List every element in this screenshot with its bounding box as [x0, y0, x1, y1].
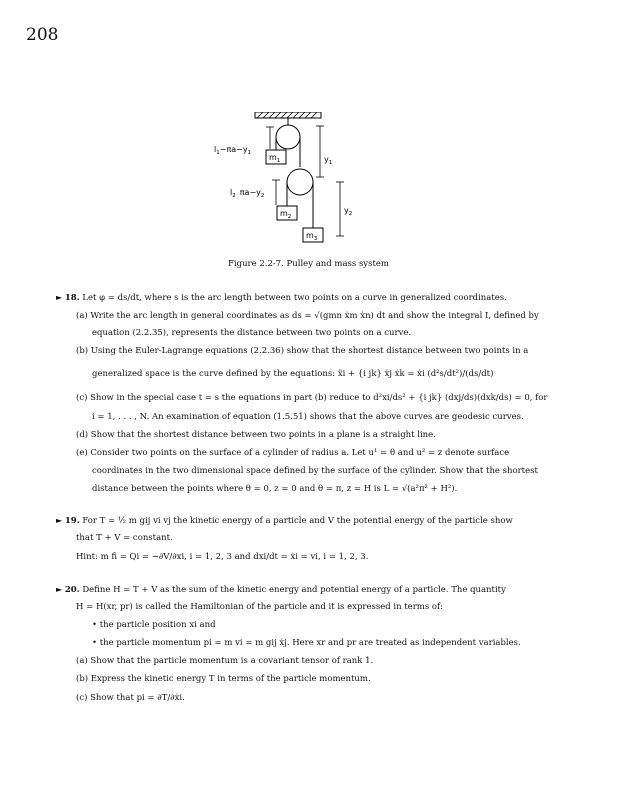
problem-line: (d) Show that the shortest distance between two points in a plane is a straight line.	[76, 430, 436, 440]
problem-20-heading: ► 20. Define H = T + V as the sum of the kinetic energy and potential energy of a particle. The quantity	[56, 585, 506, 595]
problem-line: generalized space is the curve defined by the equations: ẍi + {i jk} ẋj ẋk = ẋi (d²s/dt²)/(ds/dt)	[92, 369, 494, 379]
problem-line: equation (2.2.35), represents the distance between two points on a curve.	[92, 328, 412, 338]
problem-number: 18.	[64, 293, 80, 303]
problem-number: 20.	[64, 585, 80, 595]
label-l1-pia-y1: $l_1-\pi a-y_1$	[214, 145, 252, 156]
problem-line: that T + V = constant.	[76, 533, 173, 543]
problem-line: (e) Consider two points on the surface of a cylinder of radius a. Let u¹ = θ and u² = z denote surface	[76, 448, 510, 458]
pulley-diagram	[200, 112, 400, 252]
label-y2: $y_2$	[344, 206, 353, 217]
problem-hint: Hint: m fi = Qi = −∂V/∂xi, i = 1, 2, 3 and dxi/dt = ẋi = vi, i = 1, 2, 3.	[76, 552, 369, 562]
page-number: 208	[26, 25, 59, 45]
problem-18-heading: ► 18. Let φ = ds/dt, where s is the arc length between two points on a curve in generalized coordinates.	[56, 293, 507, 303]
problem-line: (a) Write the arc length in general coordinates as ds = √(gmn ẋm ẋn) dt and show the integral I, defined by	[76, 311, 539, 321]
problem-line: (b) Express the kinetic energy T in terms of the particle momentum.	[76, 674, 371, 684]
problem-line: (a) Show that the particle momentum is a covariant tensor of rank 1.	[76, 656, 374, 666]
label-m3: $m_3$	[306, 231, 318, 242]
problem-line: coordinates in the two dimensional space defined by the surface of the cylinder. Show that the shortest	[92, 466, 538, 476]
problem-line: (b) Using the Euler-Lagrange equations (2.2.36) show that the shortest distance between two points in a	[76, 346, 529, 356]
label-y1: $y_1$	[324, 155, 333, 166]
problem-line: H = H(xr, pr) is called the Hamiltonian of the particle and it is expressed in terms of:	[76, 602, 444, 612]
figure-caption: Figure 2.2-7. Pulley and mass system	[228, 259, 389, 269]
problem-text: Let φ = ds/dt, where s is the arc length between two points on a curve in generalized coordinates.	[82, 293, 507, 303]
problem-number: 19.	[64, 516, 80, 526]
label-l2-pia-y2: $l_2$ $\pi a-y_2$	[230, 188, 265, 199]
label-m2: $m_2$	[280, 209, 292, 220]
problem-text: Define H = T + V as the sum of the kinetic energy and potential energy of a particle. The quantity	[82, 585, 506, 595]
label-m1: $m_1$	[269, 153, 281, 164]
bullet-item: • the particle momentum pi = m vi = m gij ẋj. Here xr and pr are treated as independent variables.	[92, 638, 521, 648]
problem-text: For T = ½ m gij vi vj the kinetic energy of a particle and V the potential energy of the particle show	[82, 516, 513, 526]
problem-19-heading: ► 19. For T = ½ m gij vi vj the kinetic energy of a particle and V the potential energy of the particle show	[56, 516, 513, 526]
upper-pulley	[276, 125, 300, 149]
bullet-item: • the particle position xi and	[92, 620, 216, 630]
problem-line: i = 1, . . . , N. An examination of equation (1.5.51) shows that the above curves are geodesic curves.	[92, 412, 524, 422]
problem-line: (c) Show in the special case t = s the equations in part (b) reduce to d²xi/ds² + {i jk} (dxj/ds)(dxk/ds) = 0, for	[76, 393, 548, 403]
problem-line: distance between the points where θ = 0, z = 0 and θ = π, z = H is L = √(a²π² + H²).	[92, 484, 458, 494]
problem-line: (c) Show that pi = ∂T/∂ẋi.	[76, 693, 185, 703]
lower-pulley	[287, 169, 313, 195]
pulley-figure	[200, 112, 400, 252]
